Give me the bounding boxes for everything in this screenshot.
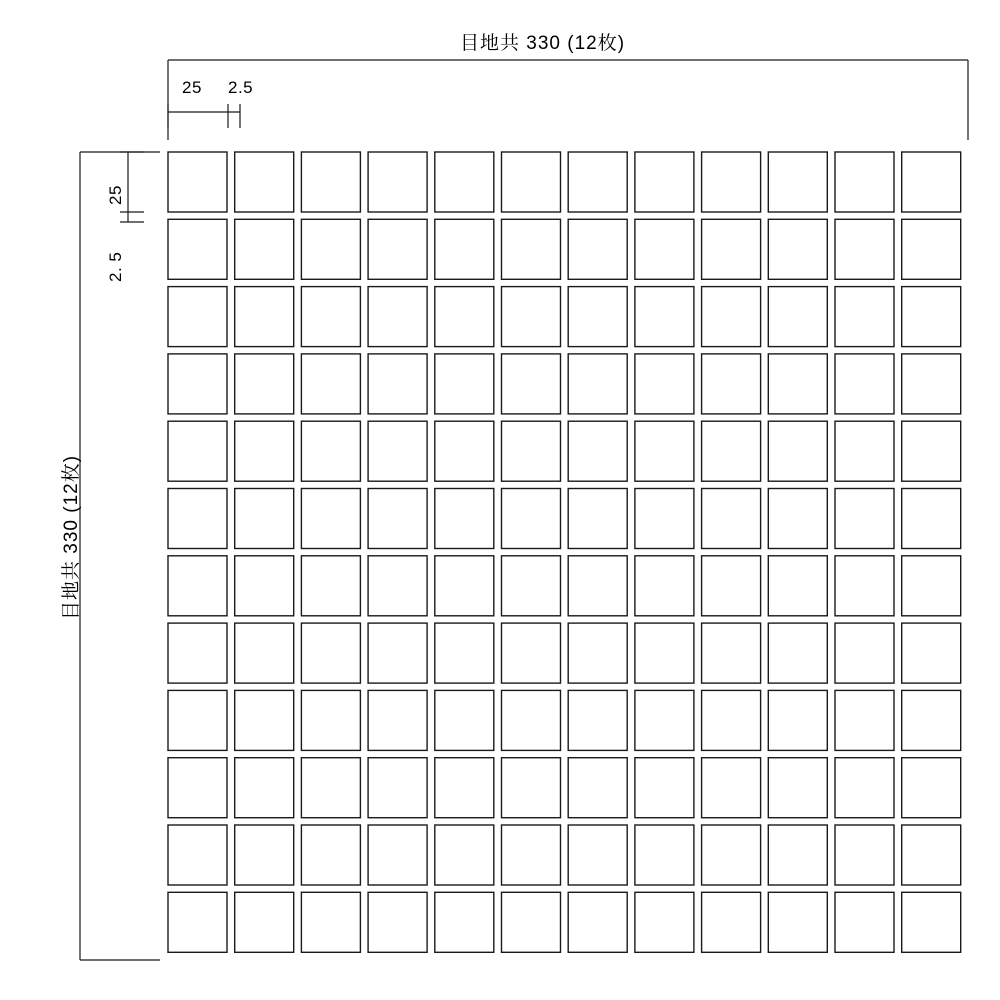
tile	[301, 690, 360, 750]
tile	[168, 690, 227, 750]
tile	[635, 287, 694, 347]
tile	[835, 421, 894, 481]
tile	[368, 489, 427, 549]
tile	[168, 825, 227, 885]
tile	[502, 421, 561, 481]
tile	[368, 354, 427, 414]
tile	[235, 556, 294, 616]
tile	[502, 825, 561, 885]
tile	[168, 758, 227, 818]
tile	[568, 623, 627, 683]
tile	[702, 758, 761, 818]
tile	[835, 489, 894, 549]
top-joint-size-label: 2.5	[228, 78, 254, 97]
tile	[702, 152, 761, 212]
tile	[435, 758, 494, 818]
tile	[768, 825, 827, 885]
tile	[768, 421, 827, 481]
tile	[568, 892, 627, 952]
tile	[368, 287, 427, 347]
left-overall-dimension-label: 目地共 330 (12枚)	[61, 454, 82, 620]
tile	[902, 421, 961, 481]
tile	[768, 219, 827, 279]
tile	[902, 758, 961, 818]
tile	[168, 556, 227, 616]
tile	[301, 892, 360, 952]
tile	[568, 825, 627, 885]
top-tile-size-label: 25	[182, 78, 202, 97]
tile	[902, 623, 961, 683]
tile	[768, 690, 827, 750]
tile	[435, 892, 494, 952]
tile	[301, 556, 360, 616]
tile	[168, 892, 227, 952]
tile	[635, 421, 694, 481]
tile	[435, 421, 494, 481]
tile	[435, 489, 494, 549]
tile	[301, 152, 360, 212]
tile	[301, 623, 360, 683]
tile	[635, 556, 694, 616]
tile	[368, 421, 427, 481]
tile	[902, 690, 961, 750]
tile	[435, 152, 494, 212]
tile	[768, 758, 827, 818]
tile	[702, 489, 761, 549]
tile	[368, 152, 427, 212]
tile	[435, 623, 494, 683]
tile	[568, 287, 627, 347]
tile	[635, 489, 694, 549]
tile	[168, 623, 227, 683]
tile	[168, 354, 227, 414]
tile	[235, 421, 294, 481]
tile	[368, 556, 427, 616]
left-joint-size-label: 2. 5	[106, 251, 125, 282]
top-overall-dimension-label: 目地共 330 (12枚)	[460, 33, 626, 54]
tile	[502, 758, 561, 818]
tile	[235, 892, 294, 952]
tile	[568, 421, 627, 481]
tile	[368, 690, 427, 750]
tile	[635, 354, 694, 414]
tile	[835, 219, 894, 279]
tile	[568, 690, 627, 750]
tile	[435, 825, 494, 885]
tile	[835, 152, 894, 212]
tile	[902, 825, 961, 885]
tile	[502, 489, 561, 549]
tile	[902, 354, 961, 414]
tile	[235, 354, 294, 414]
tile	[301, 421, 360, 481]
tile	[902, 287, 961, 347]
tile	[435, 219, 494, 279]
tile	[635, 219, 694, 279]
tile	[235, 825, 294, 885]
tile	[168, 489, 227, 549]
tile	[301, 758, 360, 818]
tile	[435, 556, 494, 616]
tile	[768, 489, 827, 549]
tile	[568, 758, 627, 818]
tile	[368, 623, 427, 683]
tile	[702, 623, 761, 683]
tile	[368, 892, 427, 952]
tile	[902, 556, 961, 616]
tile	[702, 219, 761, 279]
tile	[835, 892, 894, 952]
tile	[702, 354, 761, 414]
tile	[502, 354, 561, 414]
tile	[635, 758, 694, 818]
tile	[435, 354, 494, 414]
tile	[768, 287, 827, 347]
tile	[368, 219, 427, 279]
tile	[635, 892, 694, 952]
tile	[568, 219, 627, 279]
tile	[301, 489, 360, 549]
tile	[635, 690, 694, 750]
tile	[568, 354, 627, 414]
tile	[702, 825, 761, 885]
tile	[702, 556, 761, 616]
tile-grid	[168, 152, 961, 952]
tile	[168, 287, 227, 347]
tile	[368, 825, 427, 885]
tile	[301, 825, 360, 885]
tile	[835, 690, 894, 750]
tile	[235, 690, 294, 750]
tile	[235, 287, 294, 347]
tile	[502, 556, 561, 616]
tile	[301, 354, 360, 414]
tile	[768, 354, 827, 414]
tile	[835, 758, 894, 818]
tile	[301, 219, 360, 279]
tile	[702, 421, 761, 481]
tile	[635, 623, 694, 683]
tile	[502, 623, 561, 683]
tile	[568, 489, 627, 549]
tile	[835, 623, 894, 683]
tile	[568, 152, 627, 212]
tile	[702, 287, 761, 347]
tile	[835, 354, 894, 414]
tile	[502, 892, 561, 952]
tile	[902, 152, 961, 212]
tile	[502, 152, 561, 212]
tile	[568, 556, 627, 616]
tile	[702, 892, 761, 952]
tile	[502, 690, 561, 750]
tile	[502, 287, 561, 347]
tile	[368, 758, 427, 818]
tile	[502, 219, 561, 279]
tile	[168, 421, 227, 481]
tile	[435, 690, 494, 750]
tile	[235, 489, 294, 549]
tile	[301, 287, 360, 347]
tile	[235, 219, 294, 279]
tile	[835, 287, 894, 347]
tile	[168, 152, 227, 212]
tile	[235, 758, 294, 818]
tile	[902, 219, 961, 279]
tile	[835, 825, 894, 885]
tile	[768, 556, 827, 616]
tile	[635, 152, 694, 212]
tile	[235, 623, 294, 683]
tile	[635, 825, 694, 885]
tile	[835, 556, 894, 616]
tile	[168, 219, 227, 279]
tile	[768, 892, 827, 952]
tile	[768, 623, 827, 683]
tile	[235, 152, 294, 212]
tile	[435, 287, 494, 347]
left-tile-size-label: 25	[106, 185, 125, 205]
tile	[902, 489, 961, 549]
tile	[702, 690, 761, 750]
tile	[768, 152, 827, 212]
tile	[902, 892, 961, 952]
